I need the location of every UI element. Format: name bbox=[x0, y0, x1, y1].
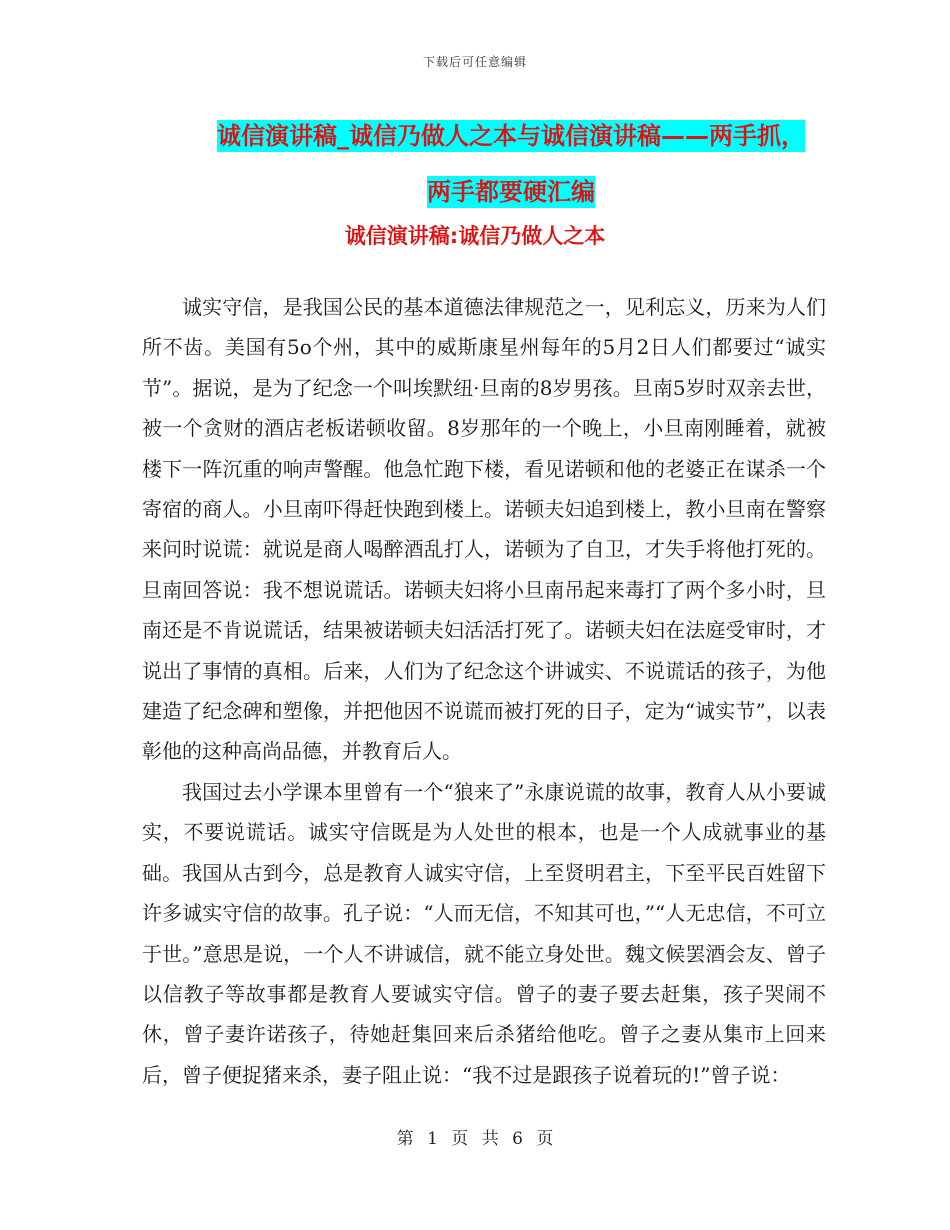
title-line-1: 诚信演讲稿_诚信乃做人之本与诚信演讲稿——两手抓， bbox=[217, 122, 805, 150]
paragraph: 诚实守信，是我国公民的基本道德法律规范之一，见利忘义，历来为人们所不齿。美国有5o个州，其中的威斯康星州每年的5月2日人们都要过“诚实节”。据说，是为了纪念一个叫埃默纽·旦南的8岁男孩。旦南5岁时双亲去世，被一个贪财的酒店老板诺顿收留。8岁那年的一个晚上，小旦南刚睡着，就被楼下一阵沉重的响声警醒。他急忙跑下楼，看见诺顿和他的老婆正在谋杀一个寄宿的商人。小旦南吓得赶快跑到楼上。诺顿夫妇追到楼上，教小旦南在警察来问时说谎：就说是商人喝醉酒乱打人，诺顿为了自卫，才失手将他打死的。旦南回答说：我不想说谎话。诺顿夫妇将小旦南吊起来毒打了两个多小时，旦南还是不肯说谎话，结果被诺顿夫妇活活打死了。诺顿夫妇在法庭受审时，才说出了事情的真相。后来，人们为了纪念这个讲诚实、不说谎话的孩子，为他建造了纪念碑和塑像，并把他因不说谎而被打死的日子，定为“诚实节”，以表彰他的这种高尚品德，并教育后人。 bbox=[142, 295, 826, 764]
paragraph: 我国过去小学课本里曾有一个“狼来了”永康说谎的故事，教育人从小要诚实，不要说谎话。诚实守信既是为人处世的根本，也是一个人成就事业的基础。我国从古到今，总是教育人诚实守信，上至贤明君主，下至平民百姓留下许多诚实守信的故事。孔子说：“人而无信，不知其可也，”“人无忠信，不可立于世。”意思是说，一个人不讲诚信，就不能立身处世。魏文候罢酒会友、曾子以信教子等故事都是教育人要诚实守信。曾子的妻子要去赶集，孩子哭闹不休，曾子妻许诺孩子，待她赶集回来后杀猪给他吃。曾子之妻从集市上回来后，曾子便捉猪来杀，妻子阻止说：“我不过是跟孩子说着玩的!”曾子说： bbox=[142, 779, 826, 1087]
title-line-2: 两手都要硬汇编 bbox=[427, 178, 595, 206]
total-pages: 6 bbox=[512, 1129, 523, 1149]
header-note: 下载后可任意编辑 bbox=[422, 55, 527, 69]
page-number: 1 bbox=[427, 1129, 438, 1149]
page-prefix: 第 bbox=[396, 1129, 414, 1149]
page-footer bbox=[0, 1124, 950, 1149]
section-subtitle: 诚信演讲稿:诚信乃做人之本 bbox=[344, 224, 606, 248]
page-word: 页 bbox=[451, 1129, 469, 1149]
body-text bbox=[142, 287, 826, 1095]
total-prefix: 共 bbox=[481, 1129, 499, 1149]
document-title bbox=[186, 108, 836, 220]
total-word: 页 bbox=[536, 1129, 554, 1149]
